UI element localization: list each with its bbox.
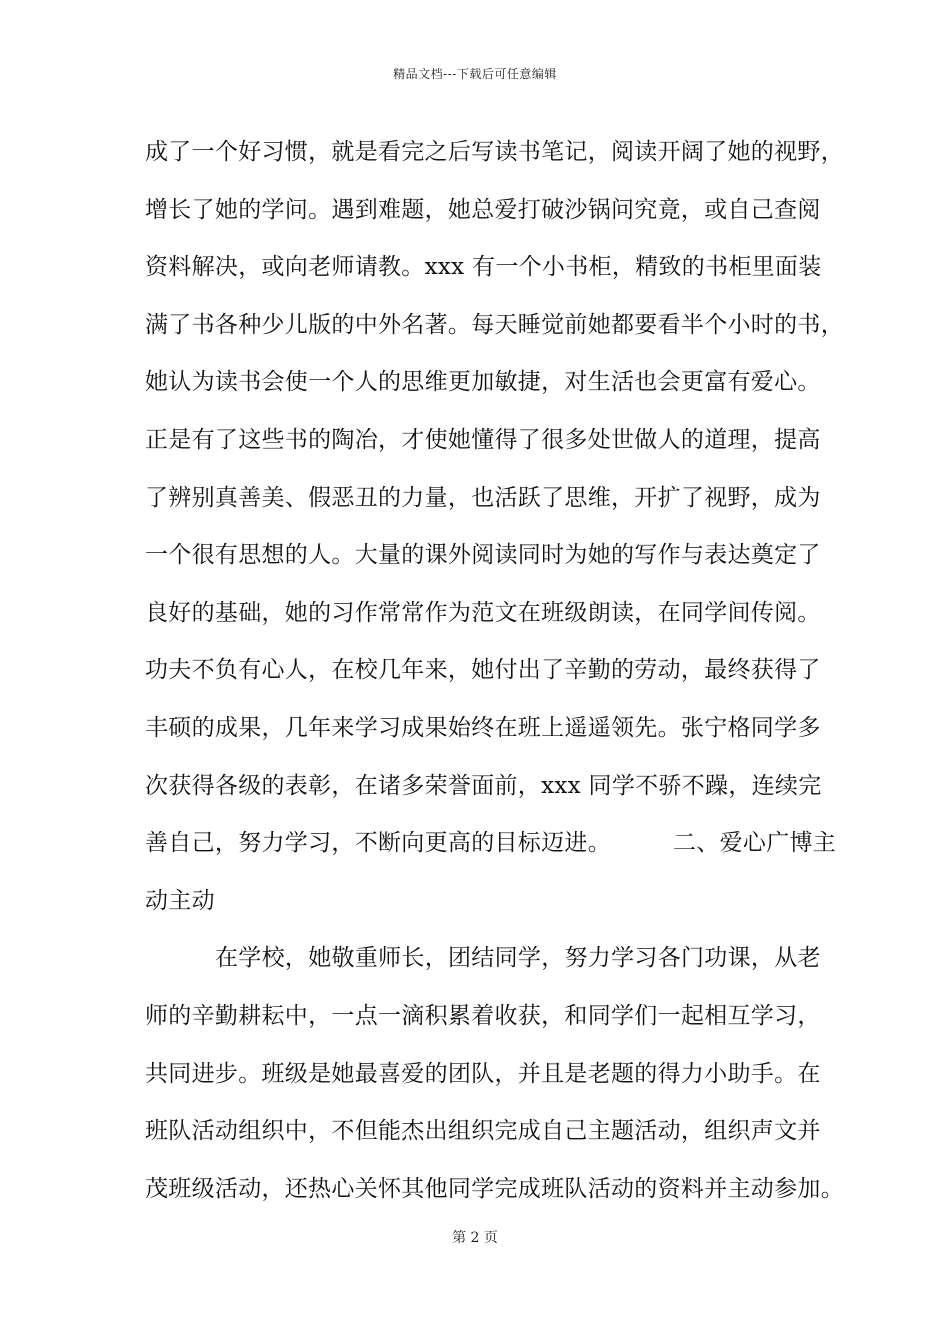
text-line: 茂班级活动，还热心关怀其他同学完成班队活动的资料并主动参加。 [145,1175,844,1202]
text-line: 良好的基础，她的习作常常作为范文在班级朗读，在同学间传阅。 [145,599,821,626]
section-heading-end: 动主动 [145,887,215,914]
text-line: 一个很有思想的人。大量的课外阅读同时为她的写作与表达奠定了 [145,542,821,569]
text-line: 正是有了这些书的陶冶，才使她懂得了很多处世做人的道理，提高 [145,426,821,453]
text-line-end: 善自己，努力学习，不断向更高的目标迈进。 [145,830,611,857]
text-line: 成了一个好习惯，就是看完之后写读书笔记，阅读开阔了她的视野， [145,139,844,165]
text-line: 共同进步。班级是她最喜爱的团队，并且是老题的得力小助手。在 [145,1060,821,1087]
text-line: 满了书各种少儿版的中外名著。每天睡觉前她都要看半个小时的书， [145,311,844,338]
paragraph-first-line: 在学校，她敬重师长，团结同学，努力学习各门功课，从老 [215,945,821,972]
page-header: 精品文档---下载后可任意编辑 [393,67,557,81]
text-line: 班队活动组织中，不但能杰出组织完成自己主题活动，组织声文并 [145,1118,821,1145]
text-line: 了辨别真善美、假恶丑的力量，也活跃了思维，开扩了视野，成为 [145,484,821,511]
text-line: 她认为读书会使一个人的思维更加敏捷，对生活也会更富有爱心。 [145,369,821,396]
text-line: 师的辛勤耕耘中，一点一滴积累着收获，和同学们一起相互学习， [145,1002,821,1029]
section-heading-start: 二、爱心广博主 [673,830,837,857]
text-line: 次获得各级的表彰，在诸多荣誉面前，xxx 同学不骄不躁，连续完 [145,772,822,799]
page-number: 第 2 页 [452,1230,498,1246]
text-line: 功夫不负有心人，在校几年来，她付出了辛勤的劳动，最终获得了 [145,657,821,684]
text-line: 增长了她的学问。遇到难题，她总爱打破沙锅问究竟，或自己查阅 [145,196,821,223]
document-body [145,129,844,1223]
text-line: 丰硕的成果，几年来学习成果始终在班上遥遥领先。张宁格同学多 [145,714,821,741]
text-line: 资料解决，或向老师请教。xxx 有一个小书柜，精致的书柜里面装 [145,254,822,281]
text-line-with-heading [145,820,837,878]
